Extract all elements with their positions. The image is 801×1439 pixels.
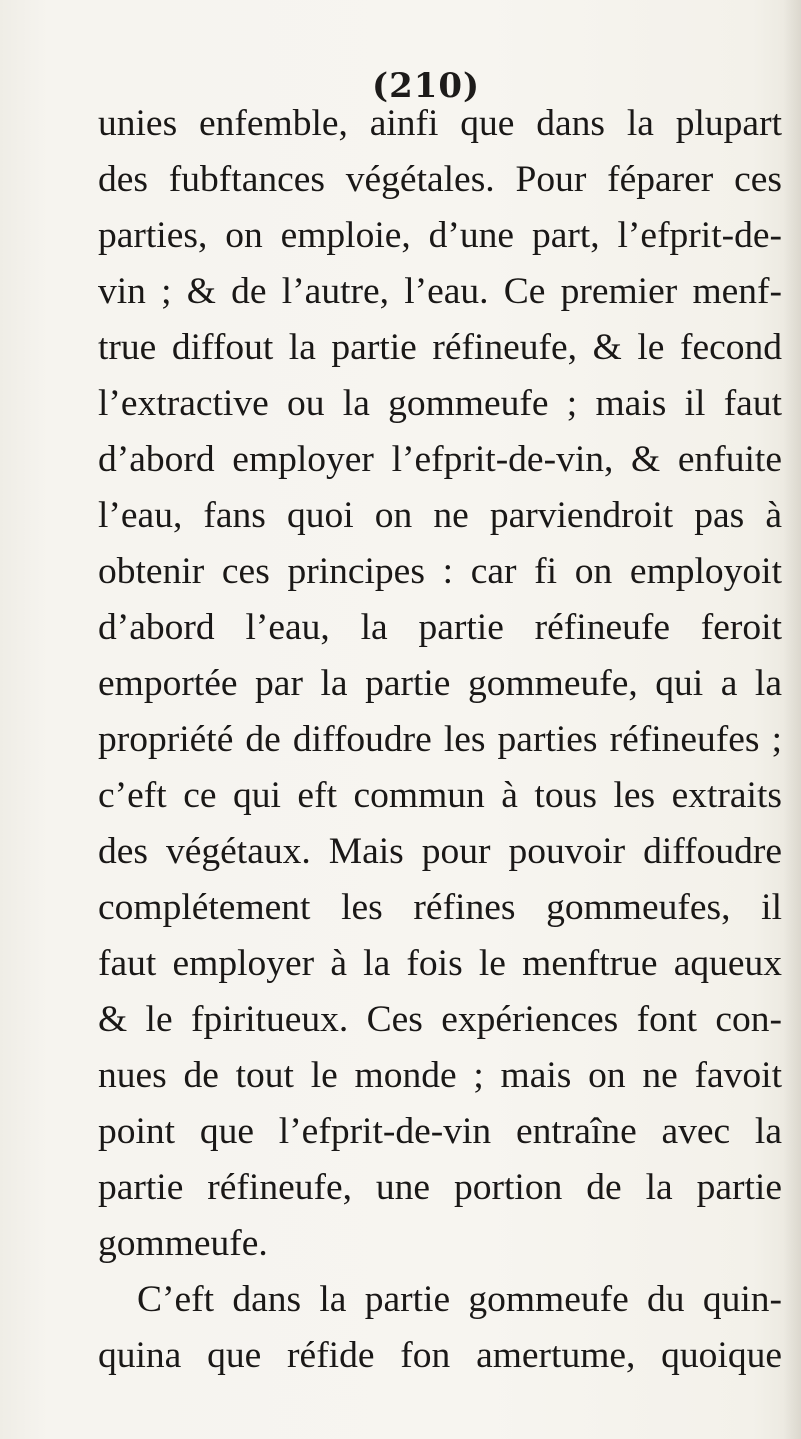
text-line: d’abord employer l’efprit-de-vin, & enfuite — [98, 439, 782, 480]
text-line: l’eau, fans quoi on ne parviendroit pas à — [98, 495, 782, 536]
text-line: & le fpiritueux. Ces expériences font con- — [98, 999, 782, 1040]
text-line: complétement les réfines gommeufes, il — [98, 887, 782, 928]
text-line: quina que réfide fon amertume, quoique — [98, 1335, 782, 1376]
text-line: nues de tout le monde ; mais on ne favoit — [98, 1055, 782, 1096]
text-line: point que l’efprit-de-vin entraîne avec la — [98, 1111, 782, 1152]
text-line: C’eft dans la partie gommeufe du quin- — [137, 1279, 782, 1320]
text-line: parties, on emploie, d’une part, l’efprit-de- — [98, 215, 782, 256]
page-number: (210) — [372, 66, 481, 106]
text-line: unies enfemble, ainfi que dans la plupart — [98, 103, 782, 144]
text-line: l’extractive ou la gommeufe ; mais il faut — [98, 383, 782, 424]
text-line: des fubftances végétales. Pour féparer ces — [98, 159, 782, 200]
text-line: vin ; & de l’autre, l’eau. Ce premier menf- — [98, 271, 782, 312]
text-line: d’abord l’eau, la partie réfineufe feroit — [98, 607, 782, 648]
text-line: c’eft ce qui eft commun à tous les extraits — [98, 775, 782, 816]
text-line: faut employer à la fois le menftrue aqueux — [98, 943, 782, 984]
text-line: propriété de diffoudre les parties réfineufes ; — [98, 719, 782, 760]
text-line: emportée par la partie gommeufe, qui a la — [98, 663, 782, 704]
text-line: true diffout la partie réfineufe, & le fecond — [98, 327, 782, 368]
text-line: des végétaux. Mais pour pouvoir diffoudre — [98, 831, 782, 872]
text-line: gommeufe. — [98, 1223, 268, 1264]
text-line: partie réfineufe, une portion de la partie — [98, 1167, 782, 1208]
text-line: obtenir ces principes : car fi on employoit — [98, 551, 782, 592]
